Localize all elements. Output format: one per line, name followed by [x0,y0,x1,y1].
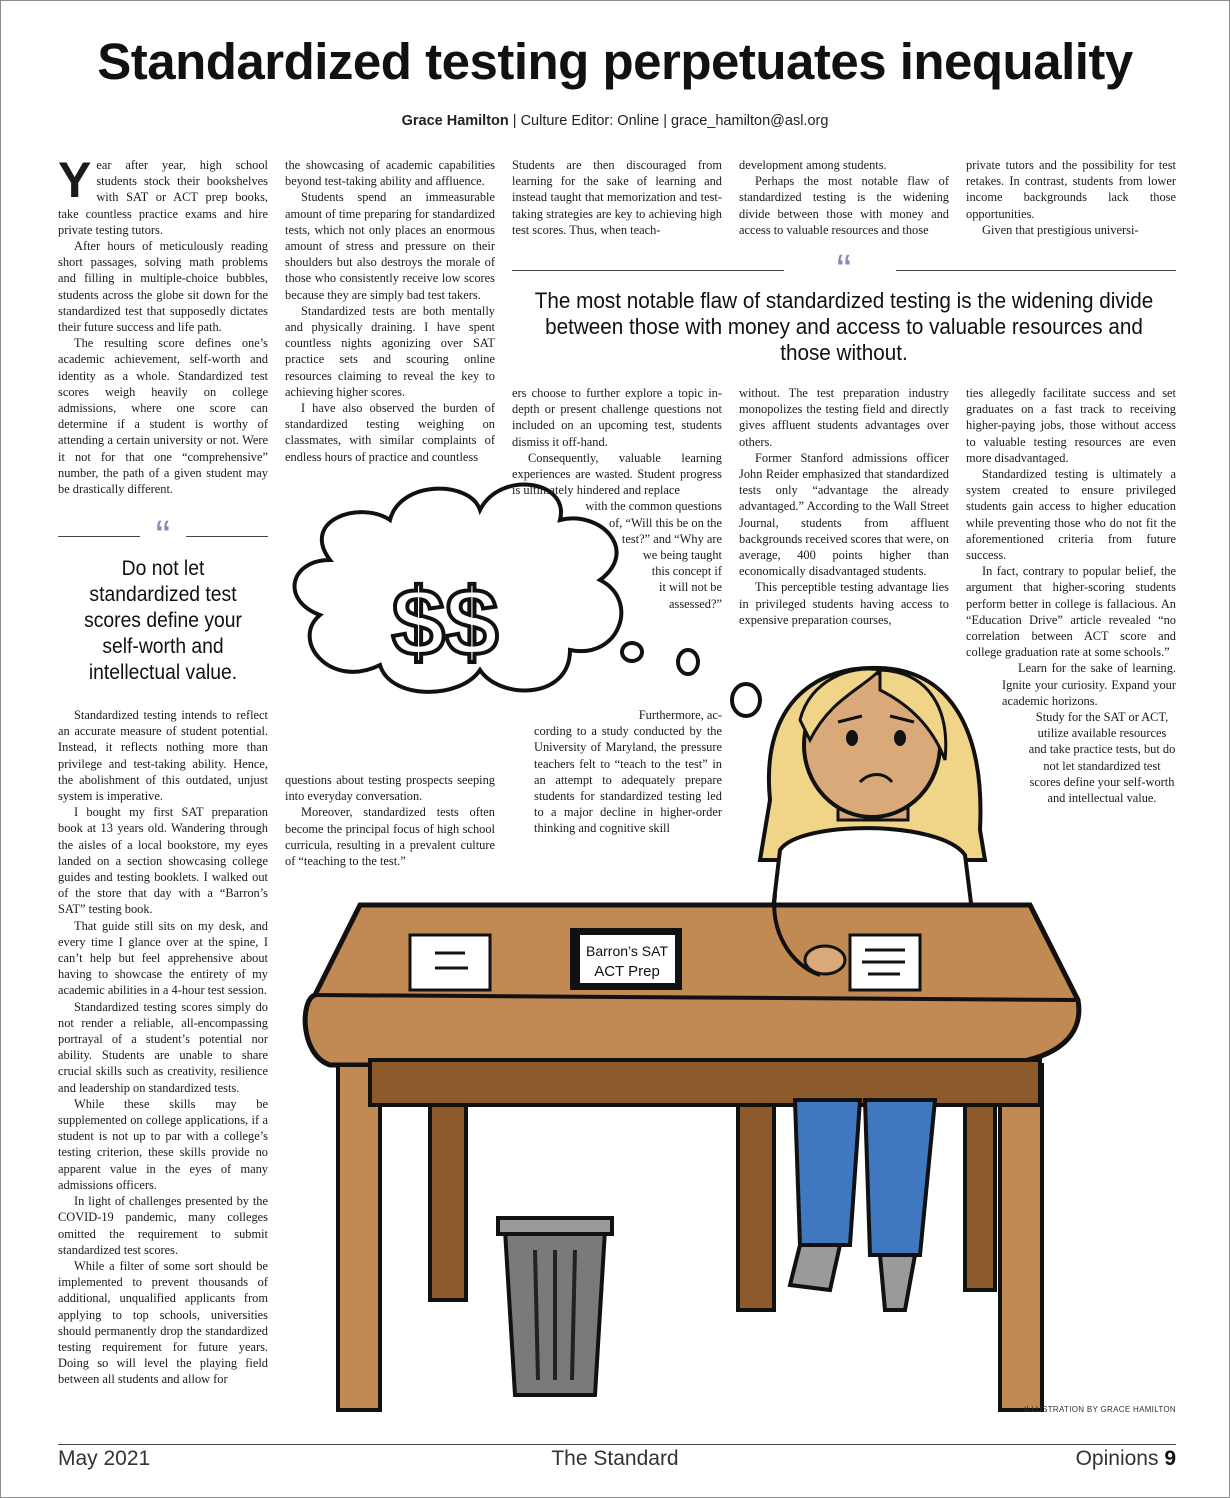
paragraph: That guide still sits on my desk, and every time I glance over at the spine, I can’t help but feel apprehensive about having to showcase the entirety of my academic abilities in a 4-hour test session. [58,918,268,998]
author-name: Grace Hamilton [401,113,509,129]
pull-quote-text: The most notable flaw of standardized testing is the widening divide between those with money and access to valuable resources and those without. [534,288,1154,365]
paragraph: the showcasing of academic capabilities beyond test-taking ability and affluence. [285,158,495,189]
book-subtitle: ACT Prep [594,963,660,980]
paragraph: ers choose to further explore a topic in-depth or present challenge questions not included on an upcoming test, students dismiss it off-hand. [512,386,722,449]
paragraph: Learn for the sake of learning. Ignite your curiosity. Expand your academic horizons. [1002,661,1176,708]
page-number: 9 [1164,1447,1176,1470]
paragraph: Given that prestigious universi- [982,222,1139,237]
paragraph: Standardized testing intends to reflect an accurate measure of student potential. Instead, it reflects nothing more than privilege and test-taking ability. Hence, the abolishment of this outdated, unjust system is imperative. [58,708,268,804]
lead-paragraph: Year after year, high school students stock their bookshelves with SAT or ACT prep books, take countless practice exams and hire private testing tutors. [58,152,268,237]
paragraph: Standardized tests are both mentally and physically draining. I have spent countless nights agonizing over SAT practice sets and scouring online resources claiming to reveal the key to achieving higher scores. [285,303,495,399]
paragraph: Consequently, valuable learning experiences are wasted. Student progress is ultimately hindered and replace [512,450,722,498]
drop-cap: Y [58,152,92,208]
column-2-bottom [285,772,495,869]
paragraph: cording to a study conducted by the University of Maryland, the pressure teachers felt to “teach to the test” in an attempt to adequately prepare students for standardized testing led to a major decline in higher-order thinking and cognitive skill [534,724,722,836]
footer-date: May 2021 [58,1447,151,1470]
paragraph: I bought my first SAT preparation book at 13 years old. Wandering through the aisles of a local bookstore, my eyes landed on a section showcasing college guides and testing booklets. I walked out of the store that day with a “Barron’s SAT” testing book. [58,805,268,917]
column-2-top [285,157,495,465]
column-5-top [966,157,1176,238]
column-3-bottom: Furthermore, ac- cording to a study conducted by the University of Maryland, the pressure teachers felt to “teach to the test” in an attempt to adequately prepare students for standardized testing led to a major decline in higher-order thinking and cognitive skill [512,707,722,837]
footer-section: Opinions 9 [1075,1447,1176,1470]
footer-rule [58,1444,1176,1445]
jeans [795,1100,860,1245]
paragraph: After hours of meticulously reading short passages, solving math problems and filling in multiple-choice bubbles, students across the globe sit down for the standardized test that supposedly dictates their future success and life path. [58,239,268,335]
pull-quote-text: Do not let standardized test scores define your self-worth and intellectual value. [84,557,242,684]
quote-mark-icon: “ [155,512,171,561]
column-4-middle [739,385,949,628]
paragraph: In light of challenges presented by the COVID-19 pandemic, many colleges omitted the requirement to submit standardized test scores. [58,1194,268,1257]
paragraph: without. The test preparation industry monopolizes the testing field and directly gives affluent students advantages over others. [739,386,949,449]
paragraph: Students are then discouraged from learning for the sake of learning and instead taught that memorization and test-taking strategies are key to achieving high test scores. Thus, when teach- [512,158,722,237]
column-1-top [58,152,268,497]
paragraph: In fact, contrary to popular belief, the argument that higher-scoring students perform better in college is fallacious. An “Education Drive” article revealed “no correlation between ACT score and college graduation rate at some schools.” [966,564,1176,660]
quote-mark-icon: “ [836,246,852,295]
pull-quote-main [512,246,1176,366]
paragraph: Students spend an immeasurable amount of time preparing for standardized tests, which not only places an enormous amount of stress and pressure on their shoulders but also destroys the morale of those who consistently receive low scores because they are simply bad test takers. [285,190,495,302]
headline: Standardized testing perpetuates inequality [97,33,1133,90]
paragraph: questions about testing prospects seeping into everyday conversation. [285,773,495,804]
paragraph: While a filter of some sort should be implemented to prevent thousands of additional, unqualified applicants from applying to top schools, universities should permanently drop the standardized testing requirement for future years. Doing so will level the playing field between all students and allow for [58,1258,268,1387]
column-3-top [512,157,722,238]
paper-left [410,935,490,990]
paragraph: Standardized testing is ultimately a system created to ensure privileged students gain access to higher education while preventing those who do not fit the aforementioned criteria from future success. [966,467,1176,563]
paragraph: Moreover, standardized tests often become the principal focus of high school curricula, resulting in a prevalent culture of “teaching to the test.” [285,805,495,869]
author-email: grace_hamilton@asl.org [671,113,829,129]
column-5-middle [966,385,1176,806]
thought-dollars: $$ [391,569,499,676]
paragraph: I have also observed the burden of standardized testing weighing on classmates, with similar complaints of endless hours of practice and countless [285,401,495,464]
illustration-credit: ILLUSTRATION BY GRACE HAMILTON [1024,1405,1176,1414]
byline: Grace Hamilton | Culture Editor: Online | grace_hamilton@asl.org [401,113,829,129]
paragraph: development among students. [739,158,887,172]
book-title: Barron’s SAT [586,943,668,959]
paragraph: While these skills may be supplemented on college applications, if a student is not up to par with a college’s testing criterion, these skills provide no apparent value in the eyes of many admissions officers. [58,1096,268,1192]
paragraph: Former Stanford admissions officer John Reider emphasized that standardized tests only “advantage the already advantaged.” According to the Wall Street Journal, students from affluent backgrounds received scores that were, on average, 400 points higher than economically disadvantaged students. [739,450,949,579]
paragraph: The resulting score defines one’s academic achievement, self-worth and identity as a whole. Standardized test scores weigh heavily on college admissions, where one score can determine if a student is worthy of attending a certain university or not. Were it not for that one “comprehensive” number, the path of a given student may be drastically different. [58,336,268,497]
author-role: Culture Editor: Online [520,113,660,129]
paragraph: This perceptible testing advantage lies in privileged students having access to expensive preparation courses, [739,580,949,627]
paragraph: Standardized testing scores simply do not render a reliable, all-encompassing portrayal of a student’s potential nor ability. Students are unable to share crucial skills such as creativity, resilience and leadership on standardized tests. [58,999,268,1095]
column-4-top [739,157,949,238]
paragraph: Study for the SAT or ACT, utilize available resources and take practice tests, but do not let standardized test scores define your self-worth and intellectual value. [1028,710,1176,806]
paragraph: ties allegedly facilitate success and set graduates on a fast track to receiving higher-paying jobs, those without access to valuable testing resources are even more disadvantaged. [966,386,1176,465]
paragraph: Perhaps the most notable flaw of standardized testing is the widening divide between those with money and access to valuable resources and those [739,174,949,237]
column-3-middle: ers choose to further explore a topic in-depth or present challenge questions not included on an upcoming test, students dismiss it off-hand. Consequently, valuable learning experiences are wasted. Student progress is ultimately hindered and replace with the common questions of, “Will this be on the test?” and “Why are we being taught this concept if it will not be assessed?” [512,386,722,611]
pull-quote-side [58,512,268,686]
column-1-bottom [58,707,268,1388]
paragraph: private tutors and the possibility for test retakes. In contrast, students from lower income backgrounds lack those opportunities. [966,158,1176,221]
footer-paper-name: The Standard [551,1447,679,1470]
